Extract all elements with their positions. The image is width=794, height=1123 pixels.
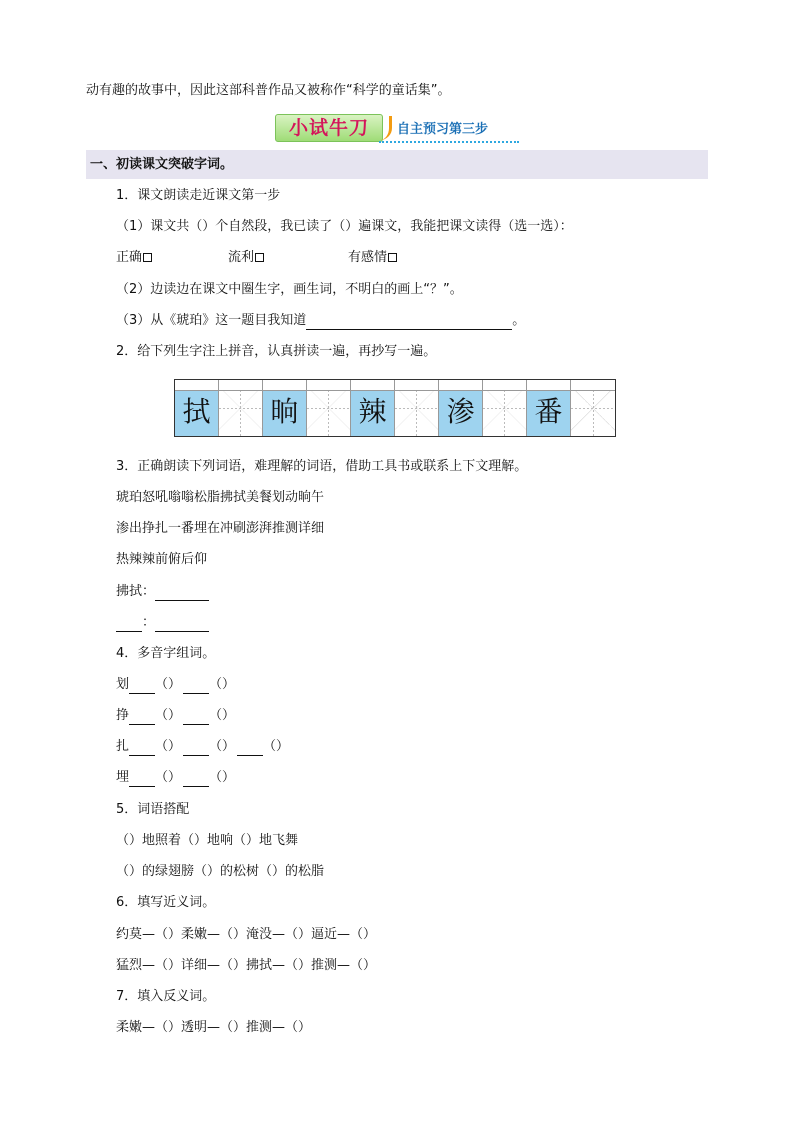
answer-blank[interactable]	[155, 617, 209, 632]
pinyin-paren: （）	[155, 708, 182, 723]
q1-option-emotion[interactable]	[348, 249, 397, 267]
q1-title: 1．课文朗读走近课文第一步	[116, 188, 281, 203]
q3-words-2: 渗出挣扎一番埋在冲刷澎湃推测详细	[116, 521, 325, 536]
answer-blank[interactable]	[155, 586, 209, 601]
answer-blank[interactable]	[183, 741, 209, 756]
q5-line2: （）的绿翅膀（）的松树（）的松脂	[116, 864, 325, 879]
answer-blank[interactable]	[183, 710, 209, 725]
q1-option-fluent[interactable]	[228, 249, 264, 267]
section-title: 一、初读课文突破字词。	[86, 150, 708, 179]
banner-subtitle: 自主预习第三步	[397, 122, 489, 137]
polyphone-char: 埋	[116, 770, 130, 785]
q5-title: 5．词语搭配	[116, 802, 190, 817]
pinyin-paren: （）	[209, 770, 236, 785]
pinyin-paren: （）	[209, 677, 236, 692]
banner-title: 小试牛刀	[275, 114, 383, 142]
q1-option-correct[interactable]	[116, 249, 152, 267]
q6-line2: 猛烈—（）详细—（）拂拭—（）推测—（）	[116, 958, 377, 973]
answer-blank[interactable]	[129, 710, 155, 725]
pinyin-paren: （）	[209, 739, 236, 754]
answer-blank[interactable]	[183, 679, 209, 694]
q5-line1: （）地照着（）地响（）地飞舞	[116, 833, 299, 848]
q1-line3	[116, 312, 525, 330]
answer-blank[interactable]	[306, 315, 512, 330]
char-cell: 辣	[351, 380, 395, 436]
q7-line1: 柔嫩—（）透明—（）推测—（）	[116, 1020, 312, 1035]
q6-title: 6．填写近义词。	[116, 895, 216, 910]
q3-explain-1	[116, 583, 209, 601]
polyphone-char: 挣	[116, 708, 130, 723]
intro-line: 动有趣的故事中，因此这部科普作品又被称作“科学的童话集”。	[86, 83, 451, 98]
answer-blank[interactable]	[237, 741, 263, 756]
q1-line2: （2）边读边在课文中圈生字，画生词，不明白的画上“？”。	[116, 282, 463, 297]
answer-blank[interactable]	[116, 617, 142, 632]
polyphone-char: 扎	[116, 739, 130, 754]
checkbox[interactable]	[388, 253, 397, 262]
q3-explain-2	[116, 614, 209, 632]
polyphone-char: 划	[116, 677, 130, 692]
write-cell[interactable]	[307, 380, 351, 436]
answer-blank[interactable]	[129, 679, 155, 694]
option-label: 有感情	[348, 250, 388, 265]
answer-blank[interactable]	[129, 741, 155, 756]
write-cell[interactable]	[571, 380, 615, 436]
q4-row-mai	[116, 769, 235, 787]
explain-colon: ：	[142, 615, 156, 630]
checkbox[interactable]	[143, 253, 152, 262]
explain-label: 拂拭：	[116, 584, 156, 599]
pinyin-paren: （）	[209, 708, 236, 723]
q7-title: 7．填入反义词。	[116, 989, 216, 1004]
q1-line3-end: 。	[512, 313, 526, 328]
q3-words-3: 热辣辣前俯后仰	[116, 552, 208, 567]
answer-blank[interactable]	[129, 772, 155, 787]
pinyin-paren: （）	[155, 739, 182, 754]
pinyin-paren: （）	[155, 677, 182, 692]
write-cell[interactable]	[395, 380, 439, 436]
q3-title: 3．正确朗读下列词语，难理解的词语，借助工具书或联系上下文理解。	[116, 459, 528, 474]
char-cell: 番	[527, 380, 571, 436]
char-cell: 晌	[263, 380, 307, 436]
checkbox[interactable]	[255, 253, 264, 262]
q4-row-hua	[116, 676, 235, 694]
banner-flourish	[379, 116, 392, 140]
q4-row-zheng	[116, 707, 235, 725]
char-cell: 拭	[175, 380, 219, 436]
answer-blank[interactable]	[183, 772, 209, 787]
option-label: 流利	[228, 250, 255, 265]
char-cell: 渗	[439, 380, 483, 436]
q1-line1: （1）课文共（）个自然段，我已读了（）遍课文，我能把课文读得（选一选）：	[116, 219, 573, 234]
banner-dotted-underline	[379, 139, 519, 143]
q4-title: 4．多音字组词。	[116, 646, 216, 661]
option-label: 正确	[116, 250, 143, 265]
q4-row-zha	[116, 738, 289, 756]
write-cell[interactable]	[219, 380, 263, 436]
write-cell[interactable]	[483, 380, 527, 436]
q6-line1: 约莫—（）柔嫩—（）淹没—（）逼近—（）	[116, 927, 377, 942]
pinyin-paren: （）	[263, 739, 290, 754]
pinyin-paren: （）	[155, 770, 182, 785]
section-banner	[275, 114, 520, 142]
writing-grid	[174, 379, 616, 437]
q3-words-1: 琥珀怒吼嗡嗡松脂拂拭美餐划动晌午	[116, 490, 325, 505]
q1-line3-text: （3）从《琥珀》这一题目我知道	[116, 313, 307, 328]
q2-title: 2．给下列生字注上拼音，认真拼读一遍，再抄写一遍。	[116, 344, 437, 359]
